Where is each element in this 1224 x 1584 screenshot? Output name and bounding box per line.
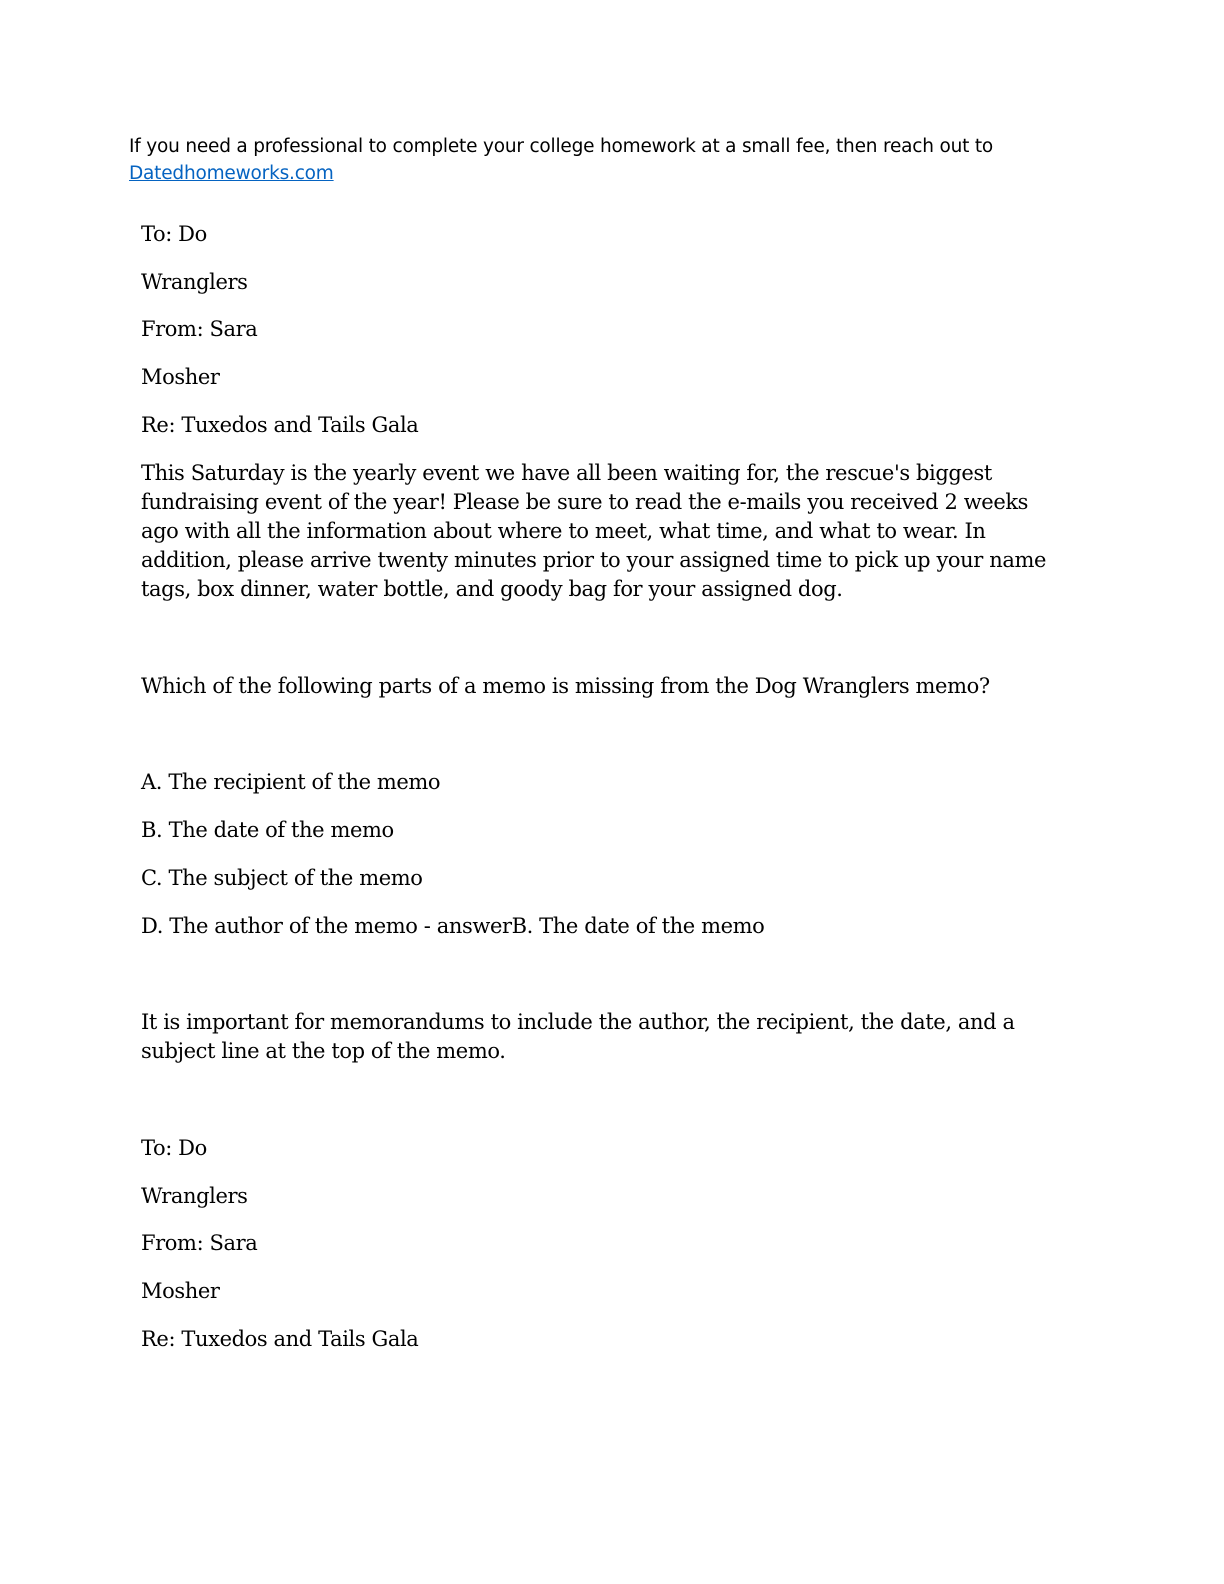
memo-repeat-subject-line: Re: Tuxedos and Tails Gala [141,1327,419,1351]
memo-subject-line: Re: Tuxedos and Tails Gala [141,413,419,437]
option-a: A. The recipient of the memo [141,770,441,794]
explanation-paragraph: It is important for memorandums to include the author, the recipient, the date, and a subject line at the top of the memo. [141,1010,1015,1063]
memo-repeat-from-continued: Mosher [141,1279,220,1303]
memo-to-continued: Wranglers [141,270,248,294]
memo-body-paragraph: This Saturday is the yearly event we have all been waiting for, the rescue's biggest fundraising event of the year! Please be sure to read the e-mails you received 2 weeks ago with all the information about where to meet, what time, and what to wear. In addition, please arrive twenty minutes prior to your assigned time to pick up your name tags, box dinner, water bottle, and goody bag for your assigned dog. [141,461,1046,601]
website-link[interactable]: Datedhomeworks.com [129,163,334,184]
memo-to-line: To: Do [141,222,207,246]
option-c: C. The subject of the memo [141,866,423,890]
memo-from-line: From: Sara [141,317,258,341]
option-d: D. The author of the memo - answerB. The date of the memo [141,914,765,938]
memo-repeat-to-continued: Wranglers [141,1184,248,1208]
header-note [129,133,1029,187]
question-text: Which of the following parts of a memo is missing from the Dog Wranglers memo? [141,674,990,698]
memo-from-continued: Mosher [141,365,220,389]
header-note-text: If you need a professional to complete your college homework at a small fee, then reach out to [129,136,993,157]
memo-repeat-to-line: To: Do [141,1136,207,1160]
memo-repeat-from-line: From: Sara [141,1231,258,1255]
option-b: B. The date of the memo [141,818,394,842]
